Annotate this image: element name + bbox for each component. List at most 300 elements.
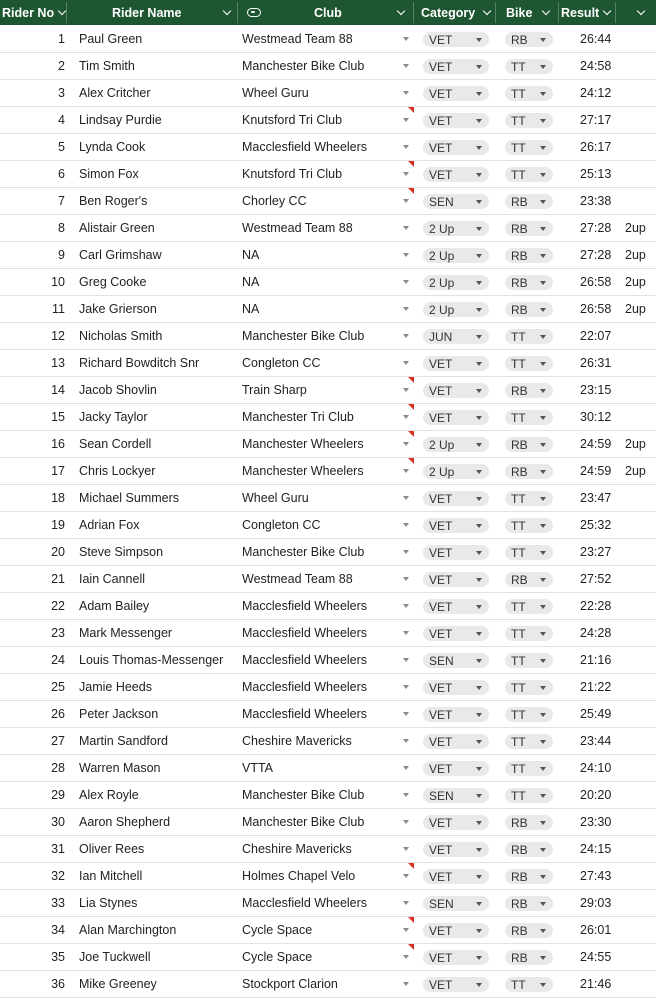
result-cell[interactable]: 22:28 (580, 599, 612, 613)
category-chip[interactable] (423, 302, 489, 317)
chevron-down-icon[interactable] (542, 6, 550, 14)
club-dropdown-arrow[interactable] (399, 242, 413, 268)
extra-cell[interactable] (625, 323, 655, 349)
rider-name-cell[interactable]: Aaron Shepherd (79, 815, 171, 829)
club-dropdown-arrow[interactable] (399, 782, 413, 808)
rider-no-cell[interactable]: 16 (51, 437, 65, 451)
col-extra-header[interactable] (633, 0, 644, 25)
bike-chip[interactable] (505, 491, 553, 506)
table-row[interactable] (0, 188, 656, 215)
category-chip[interactable] (423, 815, 489, 830)
club-cell[interactable]: Knutsford Tri Club (242, 167, 343, 181)
club-dropdown-arrow[interactable] (399, 134, 413, 160)
rider-no-cell[interactable]: 32 (51, 869, 65, 883)
club-cell[interactable]: Manchester Wheelers (242, 464, 364, 478)
result-cell[interactable]: 26:44 (580, 32, 612, 46)
club-cell[interactable]: Wheel Guru (242, 491, 309, 505)
rider-no-cell[interactable]: 30 (51, 815, 65, 829)
result-cell[interactable]: 24:55 (580, 950, 612, 964)
rider-no-cell[interactable]: 26 (51, 707, 65, 721)
table-row[interactable] (0, 809, 656, 836)
rider-name-cell[interactable]: Peter Jackson (79, 707, 159, 721)
club-cell[interactable]: Cheshire Mavericks (242, 842, 352, 856)
col-rider-name-header[interactable] (112, 0, 181, 25)
bike-chip[interactable] (505, 32, 553, 47)
club-cell[interactable]: Manchester Bike Club (242, 59, 365, 73)
category-chip[interactable] (423, 383, 489, 398)
club-dropdown-arrow[interactable] (399, 674, 413, 700)
table-row[interactable] (0, 539, 656, 566)
table-row[interactable] (0, 53, 656, 80)
club-cell[interactable]: Holmes Chapel Velo (242, 869, 356, 883)
category-chip[interactable] (423, 896, 489, 911)
rider-no-cell[interactable]: 1 (58, 32, 65, 46)
result-cell[interactable]: 24:15 (580, 842, 612, 856)
bike-chip[interactable] (505, 383, 553, 398)
table-row[interactable] (0, 836, 656, 863)
bike-chip[interactable] (505, 410, 553, 425)
rider-name-cell[interactable]: Jamie Heeds (79, 680, 152, 694)
chevron-down-icon[interactable] (483, 6, 491, 14)
club-dropdown-arrow[interactable] (399, 485, 413, 511)
table-row[interactable] (0, 350, 656, 377)
category-chip[interactable] (423, 86, 489, 101)
table-row[interactable] (0, 134, 656, 161)
category-chip[interactable] (423, 680, 489, 695)
table-row[interactable] (0, 728, 656, 755)
bike-chip[interactable] (505, 788, 553, 803)
result-cell[interactable]: 23:44 (580, 734, 612, 748)
category-chip[interactable] (423, 329, 489, 344)
rider-name-cell[interactable]: Oliver Rees (79, 842, 145, 856)
result-cell[interactable]: 27:17 (580, 113, 612, 127)
rider-no-cell[interactable]: 23 (51, 626, 65, 640)
extra-cell[interactable] (625, 26, 655, 52)
extra-cell[interactable] (625, 917, 655, 943)
category-chip[interactable] (423, 653, 489, 668)
category-chip[interactable] (423, 410, 489, 425)
category-chip[interactable] (423, 950, 489, 965)
rider-no-cell[interactable]: 12 (51, 329, 65, 343)
rider-name-cell[interactable]: Michael Summers (79, 491, 180, 505)
result-cell[interactable]: 23:38 (580, 194, 612, 208)
table-row[interactable] (0, 404, 656, 431)
extra-cell[interactable] (625, 161, 655, 187)
rider-name-cell[interactable]: Adrian Fox (79, 518, 140, 532)
extra-cell[interactable]: 2up (625, 464, 646, 478)
table-row[interactable] (0, 242, 656, 269)
club-cell[interactable]: Westmead Team 88 (242, 572, 353, 586)
col-rider-no-header[interactable] (2, 0, 65, 25)
club-dropdown-arrow[interactable] (399, 539, 413, 565)
extra-cell[interactable] (625, 80, 655, 106)
rider-name-cell[interactable]: Paul Green (79, 32, 143, 46)
rider-no-cell[interactable]: 36 (51, 977, 65, 991)
rider-no-cell[interactable]: 31 (51, 842, 65, 856)
result-cell[interactable]: 21:22 (580, 680, 612, 694)
extra-cell[interactable] (625, 350, 655, 376)
col-category-header[interactable] (421, 0, 490, 25)
category-chip[interactable] (423, 599, 489, 614)
table-row[interactable] (0, 431, 656, 458)
rider-name-cell[interactable]: Carl Grimshaw (79, 248, 162, 262)
table-row[interactable] (0, 647, 656, 674)
extra-cell[interactable] (625, 566, 655, 592)
rider-no-cell[interactable]: 5 (58, 140, 65, 154)
bike-chip[interactable] (505, 59, 553, 74)
rider-name-cell[interactable]: Iain Cannell (79, 572, 146, 586)
rider-no-cell[interactable]: 8 (58, 221, 65, 235)
extra-cell[interactable] (625, 404, 655, 430)
comment-indicator-icon[interactable] (408, 107, 414, 113)
rider-no-cell[interactable]: 4 (58, 113, 65, 127)
rider-no-cell[interactable]: 6 (58, 167, 65, 181)
rider-no-cell[interactable]: 24 (51, 653, 65, 667)
bike-chip[interactable] (505, 761, 553, 776)
result-cell[interactable]: 25:13 (580, 167, 612, 181)
rider-name-cell[interactable]: Mike Greeney (79, 977, 157, 991)
category-chip[interactable] (423, 464, 489, 479)
result-cell[interactable]: 26:58 (580, 302, 612, 316)
rider-no-cell[interactable]: 14 (51, 383, 65, 397)
club-dropdown-arrow[interactable] (399, 269, 413, 295)
result-cell[interactable]: 27:43 (580, 869, 612, 883)
table-row[interactable] (0, 296, 656, 323)
table-row[interactable] (0, 107, 656, 134)
club-cell[interactable]: Westmead Team 88 (242, 32, 353, 46)
result-cell[interactable]: 25:32 (580, 518, 612, 532)
table-row[interactable] (0, 323, 656, 350)
category-chip[interactable] (423, 275, 489, 290)
rider-name-cell[interactable]: Alistair Green (79, 221, 155, 235)
table-row[interactable] (0, 674, 656, 701)
rider-name-cell[interactable]: Jacob Shovlin (79, 383, 157, 397)
extra-cell[interactable]: 2up (625, 302, 646, 316)
comment-indicator-icon[interactable] (408, 377, 414, 383)
category-chip[interactable] (423, 437, 489, 452)
club-cell[interactable]: Cycle Space (242, 950, 313, 964)
club-cell[interactable]: Manchester Tri Club (242, 410, 354, 424)
table-row[interactable] (0, 593, 656, 620)
extra-cell[interactable] (625, 593, 655, 619)
extra-cell[interactable] (625, 782, 655, 808)
rider-name-cell[interactable]: Joe Tuckwell (79, 950, 151, 964)
bike-chip[interactable] (505, 329, 553, 344)
rider-name-cell[interactable]: Sean Cordell (79, 437, 152, 451)
col-bike-header[interactable] (506, 0, 549, 25)
category-chip[interactable] (423, 869, 489, 884)
bike-chip[interactable] (505, 167, 553, 182)
comment-indicator-icon[interactable] (408, 188, 414, 194)
bike-chip[interactable] (505, 437, 553, 452)
rider-name-cell[interactable]: Lynda Cook (79, 140, 146, 154)
extra-cell[interactable]: 2up (625, 437, 646, 451)
club-cell[interactable]: Knutsford Tri Club (242, 113, 343, 127)
category-chip[interactable] (423, 140, 489, 155)
club-dropdown-arrow[interactable] (399, 728, 413, 754)
bike-chip[interactable] (505, 464, 553, 479)
bike-chip[interactable] (505, 572, 553, 587)
club-cell[interactable]: Train Sharp (242, 383, 307, 397)
rider-name-cell[interactable]: Jacky Taylor (79, 410, 148, 424)
rider-name-cell[interactable]: Lia Stynes (79, 896, 138, 910)
club-dropdown-arrow[interactable] (399, 80, 413, 106)
club-cell[interactable]: Westmead Team 88 (242, 221, 353, 235)
result-cell[interactable]: 29:03 (580, 896, 612, 910)
result-cell[interactable]: 23:27 (580, 545, 612, 559)
result-cell[interactable]: 26:58 (580, 275, 612, 289)
club-dropdown-arrow[interactable] (399, 53, 413, 79)
club-dropdown-arrow[interactable] (399, 755, 413, 781)
rider-no-cell[interactable]: 17 (51, 464, 65, 478)
comment-indicator-icon[interactable] (408, 863, 414, 869)
col-result-header[interactable] (561, 0, 610, 25)
bike-chip[interactable] (505, 707, 553, 722)
rider-name-cell[interactable]: Steve Simpson (79, 545, 164, 559)
rider-name-cell[interactable]: Adam Bailey (79, 599, 150, 613)
extra-cell[interactable] (625, 890, 655, 916)
table-row[interactable] (0, 917, 656, 944)
club-dropdown-arrow[interactable] (399, 512, 413, 538)
rider-no-cell[interactable]: 21 (51, 572, 65, 586)
extra-cell[interactable]: 2up (625, 248, 646, 262)
result-cell[interactable]: 21:16 (580, 653, 612, 667)
club-cell[interactable]: Manchester Bike Club (242, 329, 365, 343)
extra-cell[interactable] (625, 377, 655, 403)
table-row[interactable] (0, 620, 656, 647)
category-chip[interactable] (423, 545, 489, 560)
table-row[interactable] (0, 863, 656, 890)
club-dropdown-arrow[interactable] (399, 296, 413, 322)
rider-name-cell[interactable]: Simon Fox (79, 167, 139, 181)
rider-no-cell[interactable]: 27 (51, 734, 65, 748)
category-chip[interactable] (423, 248, 489, 263)
rider-no-cell[interactable]: 15 (51, 410, 65, 424)
category-chip[interactable] (423, 788, 489, 803)
club-cell[interactable]: Wheel Guru (242, 86, 309, 100)
extra-cell[interactable] (625, 701, 655, 727)
rider-no-cell[interactable]: 29 (51, 788, 65, 802)
category-chip[interactable] (423, 194, 489, 209)
extra-cell[interactable] (625, 512, 655, 538)
table-row[interactable] (0, 269, 656, 296)
extra-cell[interactable] (625, 134, 655, 160)
club-cell[interactable]: Macclesfield Wheelers (242, 653, 368, 667)
result-cell[interactable]: 24:10 (580, 761, 612, 775)
chevron-down-icon[interactable] (397, 6, 405, 14)
col-rider-name-filter[interactable] (219, 0, 230, 25)
table-row[interactable] (0, 971, 656, 998)
rider-name-cell[interactable]: Alan Marchington (79, 923, 177, 937)
bike-chip[interactable] (505, 977, 553, 992)
bike-chip[interactable] (505, 869, 553, 884)
club-cell[interactable]: NA (242, 302, 260, 316)
extra-cell[interactable] (625, 836, 655, 862)
extra-cell[interactable] (625, 809, 655, 835)
bike-chip[interactable] (505, 734, 553, 749)
result-cell[interactable]: 22:07 (580, 329, 612, 343)
extra-cell[interactable] (625, 485, 655, 511)
table-row[interactable] (0, 566, 656, 593)
bike-chip[interactable] (505, 545, 553, 560)
result-cell[interactable]: 24:59 (580, 464, 612, 478)
rider-no-cell[interactable]: 3 (58, 86, 65, 100)
club-cell[interactable]: VTTA (242, 761, 274, 775)
extra-cell[interactable] (625, 728, 655, 754)
bike-chip[interactable] (505, 896, 553, 911)
bike-chip[interactable] (505, 842, 553, 857)
comment-indicator-icon[interactable] (408, 404, 414, 410)
bike-chip[interactable] (505, 680, 553, 695)
bike-chip[interactable] (505, 221, 553, 236)
club-dropdown-arrow[interactable] (399, 593, 413, 619)
table-row[interactable] (0, 890, 656, 917)
club-cell[interactable]: NA (242, 248, 260, 262)
result-cell[interactable]: 24:28 (580, 626, 612, 640)
extra-cell[interactable] (625, 755, 655, 781)
rider-name-cell[interactable]: Nicholas Smith (79, 329, 163, 343)
club-cell[interactable]: Manchester Bike Club (242, 788, 365, 802)
club-cell[interactable]: Cycle Space (242, 923, 313, 937)
table-row[interactable] (0, 701, 656, 728)
category-chip[interactable] (423, 626, 489, 641)
rider-name-cell[interactable]: Ben Roger's (79, 194, 148, 208)
extra-cell[interactable] (625, 620, 655, 646)
category-chip[interactable] (423, 491, 489, 506)
chevron-down-icon[interactable] (637, 6, 645, 14)
club-cell[interactable]: Congleton CC (242, 518, 321, 532)
rider-no-cell[interactable]: 33 (51, 896, 65, 910)
extra-cell[interactable]: 2up (625, 221, 646, 235)
rider-name-cell[interactable]: Richard Bowditch Snr (79, 356, 200, 370)
comment-indicator-icon[interactable] (408, 431, 414, 437)
club-cell[interactable]: Macclesfield Wheelers (242, 626, 368, 640)
result-cell[interactable]: 27:28 (580, 248, 612, 262)
bike-chip[interactable] (505, 140, 553, 155)
club-cell[interactable]: Congleton CC (242, 356, 321, 370)
rider-name-cell[interactable]: Warren Mason (79, 761, 161, 775)
chevron-down-icon[interactable] (223, 6, 231, 14)
result-cell[interactable]: 24:12 (580, 86, 612, 100)
result-cell[interactable]: 26:31 (580, 356, 612, 370)
rider-name-cell[interactable]: Lindsay Purdie (79, 113, 162, 127)
bike-chip[interactable] (505, 653, 553, 668)
bike-chip[interactable] (505, 194, 553, 209)
rider-no-cell[interactable]: 35 (51, 950, 65, 964)
club-cell[interactable]: Cheshire Mavericks (242, 734, 352, 748)
rider-no-cell[interactable]: 11 (52, 302, 65, 316)
result-cell[interactable]: 26:17 (580, 140, 612, 154)
rider-no-cell[interactable]: 7 (58, 194, 65, 208)
comment-indicator-icon[interactable] (408, 917, 414, 923)
club-dropdown-arrow[interactable] (399, 620, 413, 646)
club-dropdown-arrow[interactable] (399, 701, 413, 727)
bike-chip[interactable] (505, 923, 553, 938)
club-cell[interactable]: Chorley CC (242, 194, 307, 208)
table-row[interactable] (0, 458, 656, 485)
category-chip[interactable] (423, 842, 489, 857)
result-cell[interactable]: 27:52 (580, 572, 612, 586)
bike-chip[interactable] (505, 86, 553, 101)
extra-cell[interactable] (625, 674, 655, 700)
table-row[interactable] (0, 944, 656, 971)
category-chip[interactable] (423, 572, 489, 587)
category-chip[interactable] (423, 707, 489, 722)
chevron-down-icon[interactable] (603, 6, 611, 14)
rider-name-cell[interactable]: Greg Cooke (79, 275, 147, 289)
extra-cell[interactable] (625, 971, 655, 997)
rider-no-cell[interactable]: 2 (58, 59, 65, 73)
table-row[interactable] (0, 161, 656, 188)
category-chip[interactable] (423, 221, 489, 236)
club-cell[interactable]: Manchester Bike Club (242, 815, 365, 829)
table-row[interactable] (0, 80, 656, 107)
club-dropdown-arrow[interactable] (399, 323, 413, 349)
result-cell[interactable]: 23:47 (580, 491, 612, 505)
category-chip[interactable] (423, 356, 489, 371)
rider-no-cell[interactable]: 28 (51, 761, 65, 775)
category-chip[interactable] (423, 113, 489, 128)
club-dropdown-arrow[interactable] (399, 836, 413, 862)
rider-no-cell[interactable]: 20 (51, 545, 65, 559)
result-cell[interactable]: 23:30 (580, 815, 612, 829)
category-chip[interactable] (423, 32, 489, 47)
extra-cell[interactable] (625, 944, 655, 970)
result-cell[interactable]: 27:28 (580, 221, 612, 235)
bike-chip[interactable] (505, 599, 553, 614)
rider-name-cell[interactable]: Ian Mitchell (79, 869, 143, 883)
club-cell[interactable]: Macclesfield Wheelers (242, 140, 368, 154)
result-cell[interactable]: 20:20 (580, 788, 612, 802)
table-row[interactable] (0, 215, 656, 242)
club-dropdown-arrow[interactable] (399, 890, 413, 916)
club-cell[interactable]: Stockport Clarion (242, 977, 338, 991)
bike-chip[interactable] (505, 815, 553, 830)
result-cell[interactable]: 26:01 (580, 923, 612, 937)
category-chip[interactable] (423, 734, 489, 749)
col-club-filter[interactable] (393, 0, 404, 25)
rider-name-cell[interactable]: Louis Thomas-Messenger (79, 653, 224, 667)
comment-indicator-icon[interactable] (408, 944, 414, 950)
comment-indicator-icon[interactable] (408, 161, 414, 167)
category-chip[interactable] (423, 977, 489, 992)
rider-name-cell[interactable]: Chris Lockyer (79, 464, 156, 478)
extra-cell[interactable] (625, 188, 655, 214)
extra-cell[interactable] (625, 647, 655, 673)
rider-no-cell[interactable]: 18 (51, 491, 65, 505)
bike-chip[interactable] (505, 302, 553, 317)
rider-no-cell[interactable]: 19 (51, 518, 65, 532)
rider-no-cell[interactable]: 10 (51, 275, 65, 289)
extra-cell[interactable]: 2up (625, 275, 646, 289)
bike-chip[interactable] (505, 275, 553, 290)
result-cell[interactable]: 30:12 (580, 410, 612, 424)
bike-chip[interactable] (505, 950, 553, 965)
rider-name-cell[interactable]: Alex Royle (79, 788, 139, 802)
club-dropdown-arrow[interactable] (399, 647, 413, 673)
club-dropdown-arrow[interactable] (399, 809, 413, 835)
category-chip[interactable] (423, 923, 489, 938)
rider-no-cell[interactable]: 34 (51, 923, 65, 937)
rider-no-cell[interactable]: 25 (51, 680, 65, 694)
club-dropdown-arrow[interactable] (399, 350, 413, 376)
category-chip[interactable] (423, 59, 489, 74)
club-dropdown-arrow[interactable] (399, 566, 413, 592)
extra-cell[interactable] (625, 863, 655, 889)
club-cell[interactable]: Macclesfield Wheelers (242, 707, 368, 721)
club-cell[interactable]: Manchester Bike Club (242, 545, 365, 559)
table-row[interactable] (0, 512, 656, 539)
